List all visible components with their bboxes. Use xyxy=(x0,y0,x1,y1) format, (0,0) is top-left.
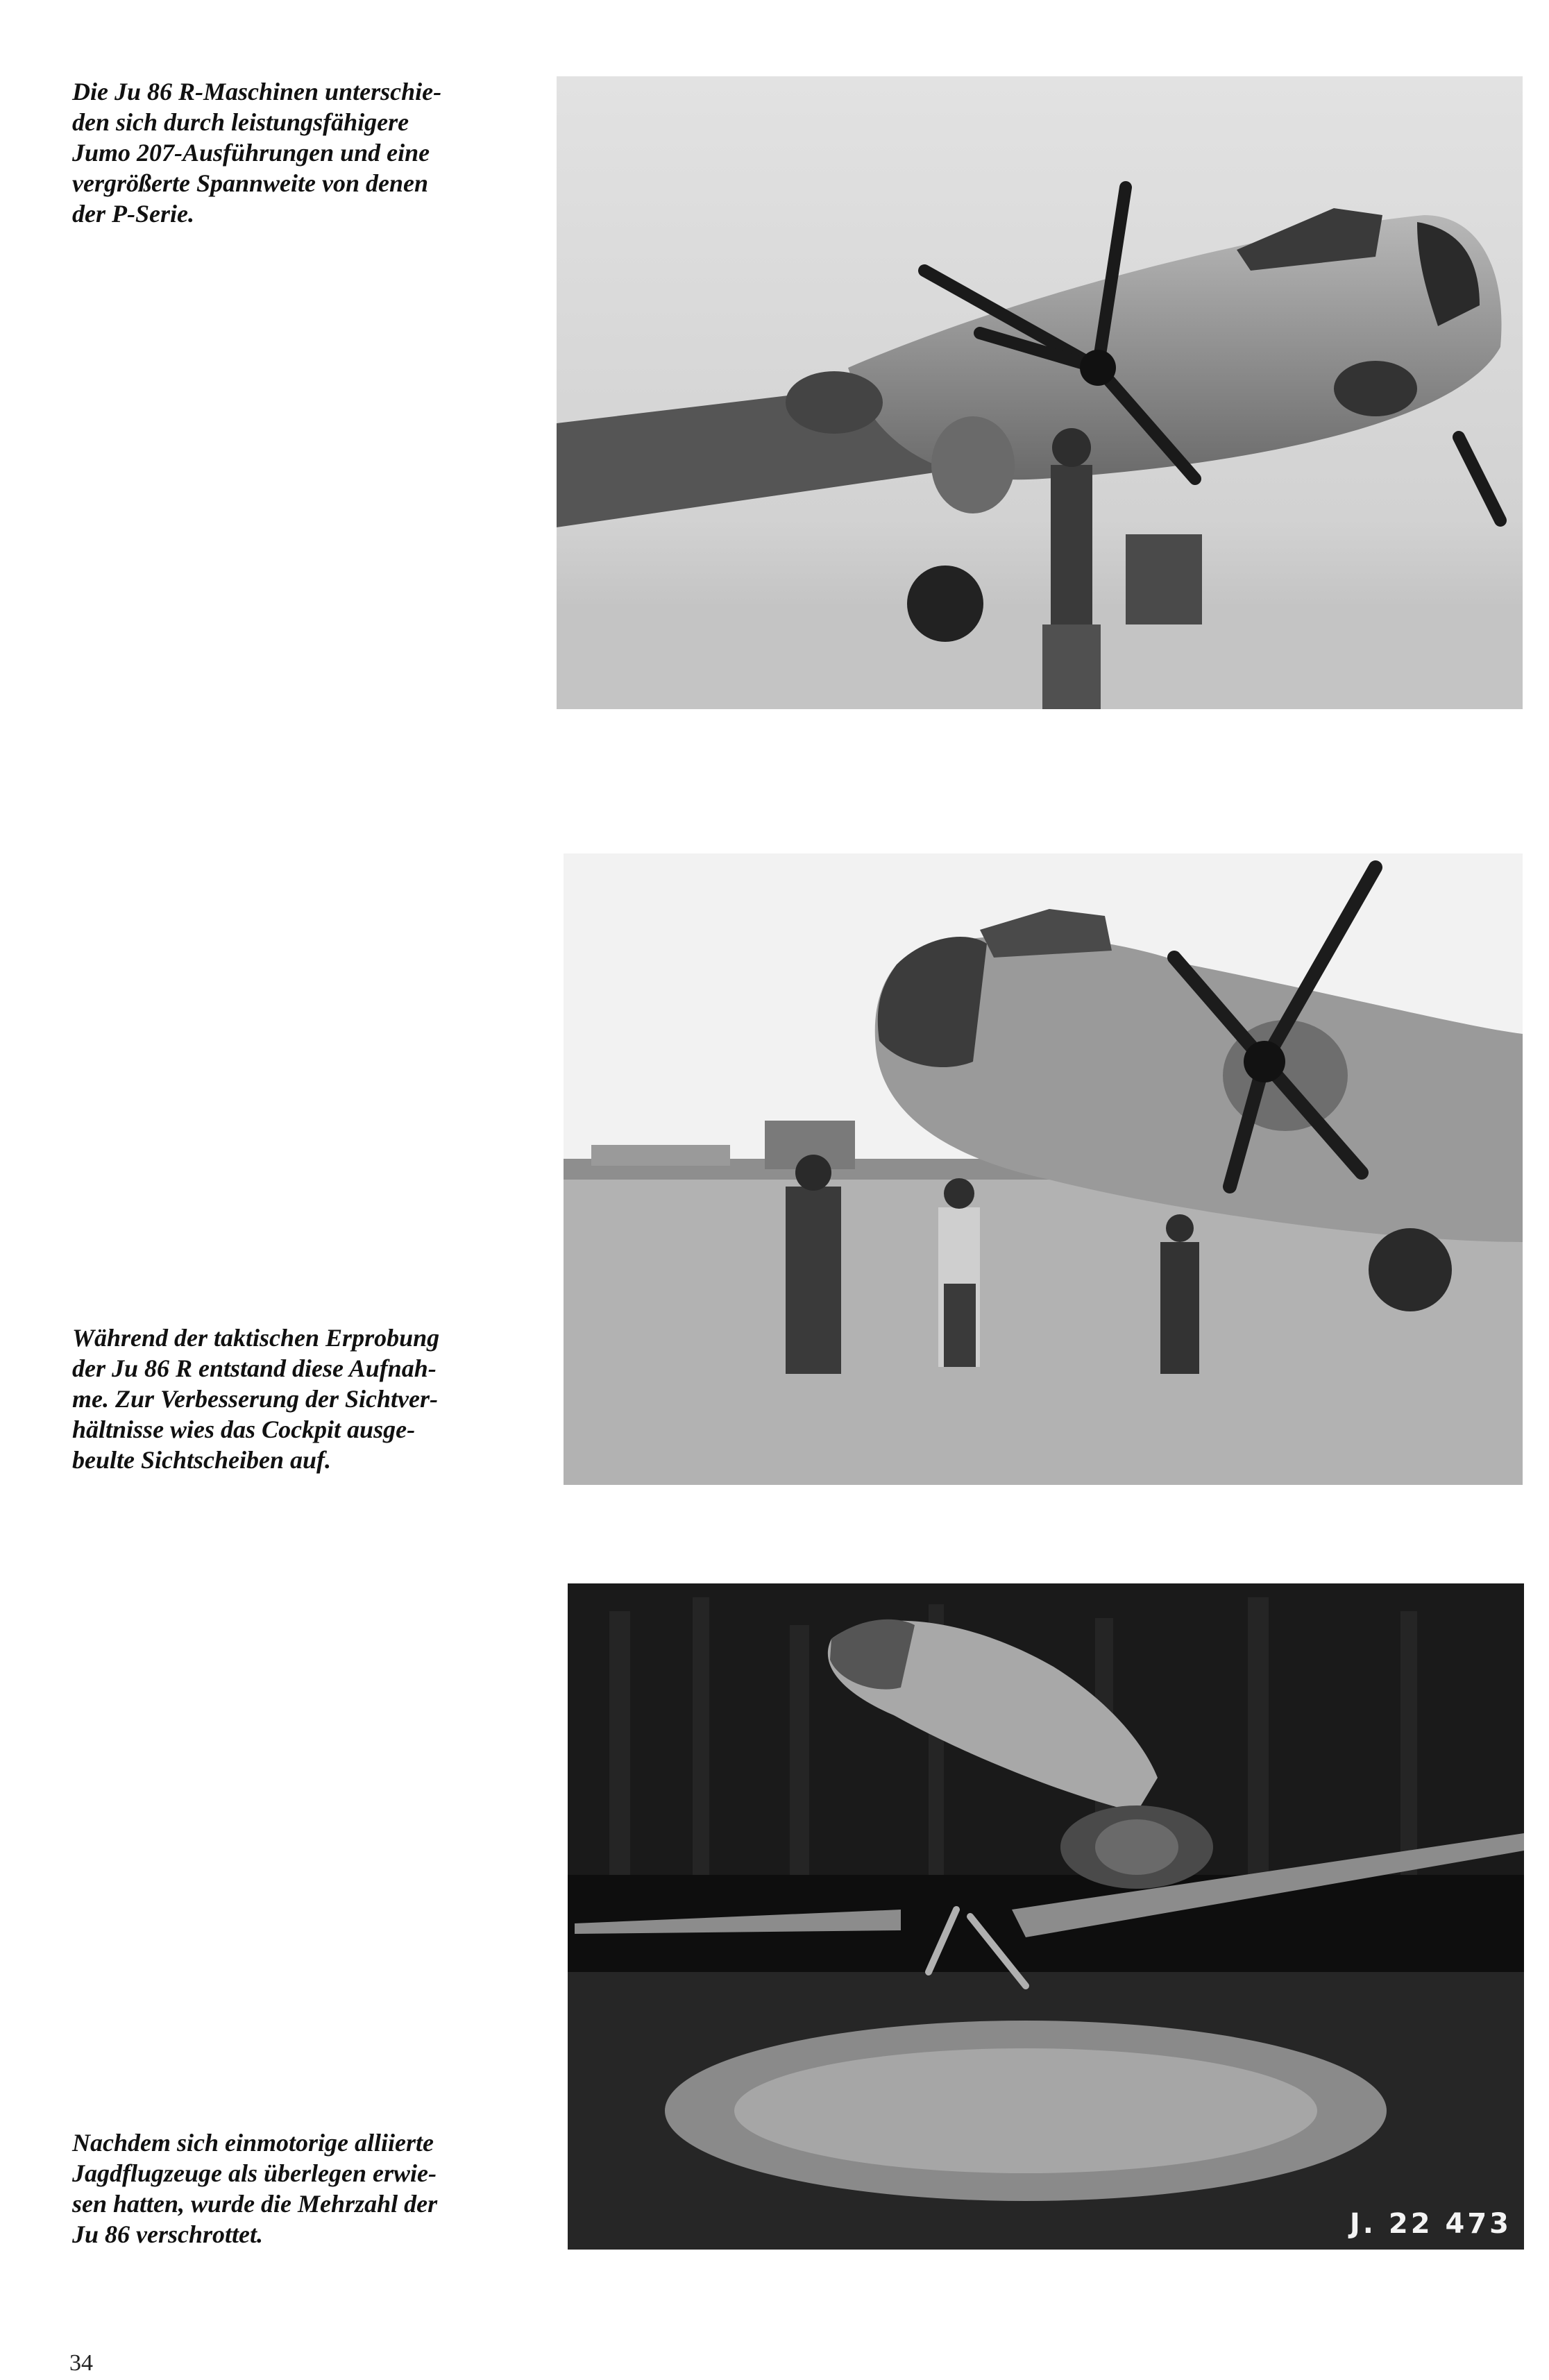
photo-ju86r-engines-image xyxy=(557,76,1523,709)
page-number: 34 xyxy=(69,2350,93,2376)
photo-ju86-scrapped-image xyxy=(568,1583,1524,2250)
caption-photo-1: Die Ju 86 R-Maschinen unterschie- den sich durch leistungsfähigere Jumo 207-Ausführungen und eine vergrößerte Spannweite von denen der P-Serie. xyxy=(72,78,442,228)
caption-photo-2: Während der taktischen Erprobung der Ju 86 R entstand diese Aufnah- me. Zur Verbesserung der Sichtver- hältnisse wies das Cockpit ausge- beulte Sichtscheiben auf. xyxy=(72,1324,440,1474)
photo-ju86r-testing xyxy=(564,853,1523,1485)
photo-ju86-scrapped xyxy=(568,1583,1524,2250)
photo-3-marking: J. 22 473 xyxy=(1349,2208,1512,2240)
caption-photo-3: Nachdem sich einmotorige alliierte Jagdflugzeuge als überlegen erwie- sen hatten, wurde die Mehrzahl der Ju 86 verschrottet. xyxy=(72,2129,438,2248)
photo-ju86r-engines xyxy=(557,76,1523,709)
photo-ju86r-testing-image xyxy=(564,853,1523,1485)
